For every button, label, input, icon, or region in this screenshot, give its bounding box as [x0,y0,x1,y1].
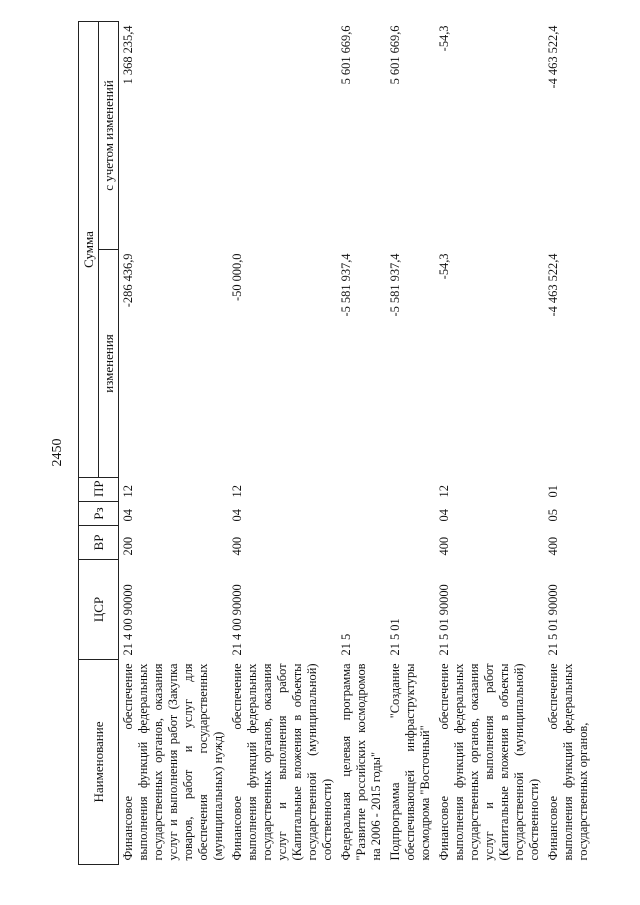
header-rz: Рз [79,502,119,526]
row-name: Федеральная целевая программа "Развитие российских космодромов на 2006 - 2015 годы" [339,663,383,861]
header-sum: Сумма [79,22,99,478]
header-pr: ПР [79,478,119,502]
row-pr: 01 [546,485,560,498]
row-vr: 400 [437,536,451,556]
row-change: -286 436,9 [121,253,135,308]
row-with-changes: -4 463 522,4 [546,25,560,89]
row-pr [386,478,435,502]
table-row [337,22,386,865]
header-change: изменения [99,250,119,478]
row-name: Финансовое обеспечение выполнения функций федеральных государственных органов, оказания услуг и выполнения работ (Капитальные вложения в объекты государственной (муниципальной) собственности) [437,663,541,861]
row-pr [337,478,386,502]
row-csr: 21 5 01 90000 [437,584,451,656]
row-change: -5 581 937,4 [339,253,353,317]
row-csr: 21 5 01 [388,618,402,656]
row-with-changes [228,22,337,250]
row-rz: 04 [230,509,244,522]
header-with-changes: с учетом изменений [99,22,119,250]
row-rz [386,502,435,526]
row-csr: 21 4 00 90000 [121,584,135,656]
header-vr: ВР [79,526,119,560]
table-row [386,22,435,865]
page-number: 2450 [50,438,65,467]
row-name: Финансовое обеспечение выполнения функций федеральных государственных органов, оказания услуг и выполнения работ (Капитальные вложения в объекты государственной (муниципальной) собственности) [230,663,334,861]
row-vr [386,526,435,560]
row-rz: 04 [437,509,451,522]
row-csr: 21 4 00 90000 [230,584,244,656]
row-with-changes: 5 601 669,6 [388,25,402,85]
row-vr: 200 [121,536,135,556]
table-row [119,22,229,865]
row-name: Финансовое обеспечение выполнения функций федеральных государственных органов, [546,663,590,861]
row-name: Финансовое обеспечение выполнения функций федеральных государственных органов, оказания услуг и выполнения работ (Закупка товаров, работ и услуг для обеспечения государственных (муниципальных) нужд) [121,663,225,861]
row-pr: 12 [437,485,451,498]
header-csr: ЦСР [79,560,119,660]
row-with-changes: 5 601 669,6 [339,25,353,85]
row-rz: 05 [546,509,560,522]
row-rz [337,502,386,526]
row-name: Подпрограмма "Создание обеспечивающей инфраструктуры космодрома "Восточный" [388,663,432,861]
row-csr: 21 5 [339,633,353,656]
row-change: -5 581 937,4 [388,253,402,317]
table-row [544,22,591,865]
table-row [228,22,337,865]
row-pr: 12 [230,485,244,498]
row-with-changes: -54,3 [437,25,451,52]
table-row [435,22,544,865]
row-pr: 12 [121,485,135,498]
row-change: -4 463 522,4 [546,253,560,317]
row-vr [337,526,386,560]
row-change: -50 000,0 [230,253,244,301]
budget-table [78,21,591,865]
row-rz: 04 [121,509,135,522]
row-vr: 400 [230,536,244,556]
row-vr: 400 [546,536,560,556]
row-with-changes: 1 368 235,4 [121,25,135,85]
row-csr: 21 5 01 90000 [546,584,560,656]
header-name: Наименование [79,660,119,865]
row-change: -54,3 [437,253,451,280]
